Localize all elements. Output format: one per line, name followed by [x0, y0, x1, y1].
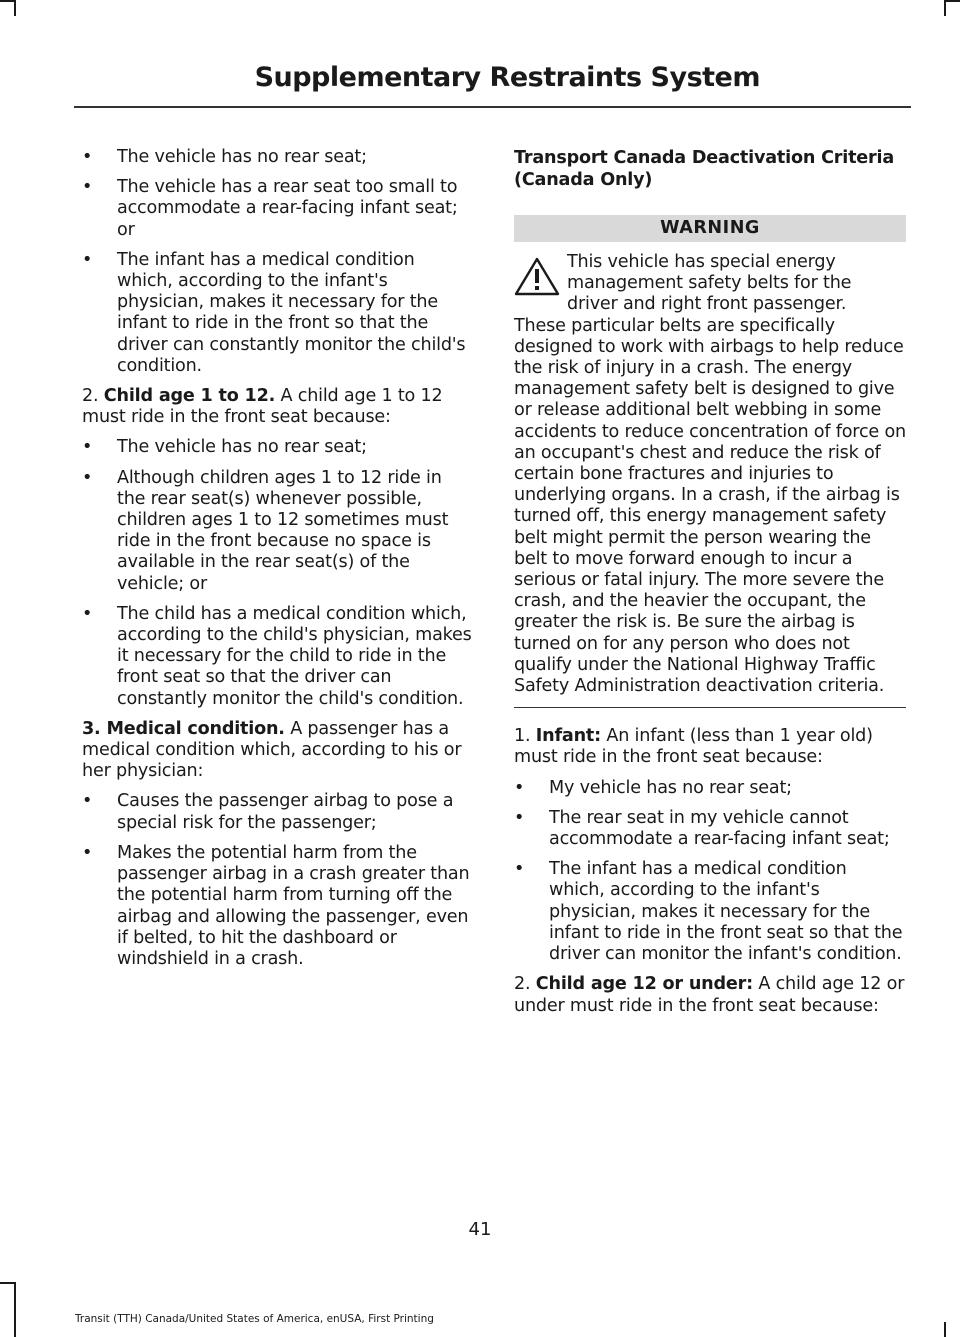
bullet-icon: •	[514, 777, 525, 798]
bullet-list	[514, 778, 906, 966]
bullet-icon: •	[82, 177, 93, 198]
item-medical-condition: 3. Medical condition. A passenger has a medical condition which, according to his or her physician:	[82, 718, 462, 782]
bullet-icon: •	[82, 791, 93, 812]
bullet-icon: •	[514, 807, 525, 828]
list-item: • Causes the passenger airbag to pose a special risk for the passenger;	[82, 791, 454, 833]
bullet-icon: •	[82, 842, 93, 863]
page-title: Supplementary Restraints System	[254, 62, 760, 93]
bullet-icon: •	[514, 859, 525, 880]
bullet-icon: •	[82, 603, 93, 624]
header-divider	[74, 106, 911, 108]
list-item: • Makes the potential harm from the passenger airbag in a crash greater than the potential harm from turning off the airbag and allowing the passenger, even if belted, to hit the dashboard or windshield in a crash.	[82, 842, 470, 969]
crop-mark	[0, 1282, 14, 1284]
list-item: • The rear seat in my vehicle cannot accommodate a rear-facing infant seat;	[514, 807, 890, 850]
crop-mark	[0, 0, 14, 2]
warning-text: This vehicle has special energy management safety belts for the driver and right front passenger. These particular belts are specifically designed to work with airbags to help reduce the risk of injury in a crash. The energy management safety belt is designed to give or release additional belt webbing in some accidents to reduce concentration of force on an occupant's chest and reduce the risk of certain bone fractures and injuries to underlying organs. In a crash, if the airbag is turned off, this energy management safety belt might permit the person wearing the belt to move forward enough to incur a serious or fatal injury. The more severe the crash, and the heavier the occupant, the greater the risk is. Be sure the airbag is turned on for any person who does not qualify under the National Highway Traffic Safety Administration deactivation criteria.	[514, 252, 906, 697]
section-heading: Transport Canada Deactivation Criteria (Canada Only)	[514, 148, 895, 190]
bullet-list	[82, 437, 475, 709]
bullet-list	[82, 791, 475, 970]
item-infant: 1. Infant: An infant (less than 1 year old) must ride in the front seat because:	[514, 726, 873, 768]
crop-mark	[944, 1322, 946, 1337]
warning-triangle-icon	[514, 256, 560, 296]
list-item: • The vehicle has a rear seat too small to accommodate a rear-facing infant seat; or	[82, 177, 458, 240]
left-column	[82, 147, 475, 979]
item-child-age-12-or-under: 2. Child age 12 or under: A child age 12 or under must ride in the front seat because:	[514, 974, 905, 1016]
list-item: • The child has a medical condition which, according to the child's physician, makes it necessary for the child to ride in the front seat so that the driver can constantly monitor the child's condition.	[82, 603, 472, 709]
crop-mark	[14, 1282, 16, 1337]
item-child-age-1-12: 2. Child age 1 to 12. A child age 1 to 12 must ride in the front seat because:	[82, 386, 443, 428]
list-item: • The vehicle has no rear seat;	[82, 147, 367, 167]
crop-mark	[946, 0, 960, 2]
list-item: • The vehicle has no rear seat;	[82, 437, 367, 458]
list-item: • Although children ages 1 to 12 ride in the rear seat(s) whenever possible, children ages 1 to 12 sometimes must ride in the front because no space is available in the rear seat(s) of the vehicle; or	[82, 467, 449, 594]
bullet-icon: •	[82, 437, 93, 458]
footer-text: Transit (TTH) Canada/United States of America, enUSA, First Printing	[75, 1313, 434, 1325]
bullet-icon: •	[82, 147, 93, 167]
bullet-icon: •	[82, 467, 93, 488]
list-item: • The infant has a medical condition which, according to the infant's physician, makes it necessary for the infant to ride in the front seat so that the driver can monitor the infant's condition.	[514, 859, 903, 965]
bullet-list	[82, 147, 475, 377]
warning-divider	[514, 707, 906, 708]
page-number: 41	[468, 1219, 492, 1240]
list-item: • The infant has a medical condition which, according to the infant's physician, makes it necessary for the infant to ride in the front so that the driver can constantly monitor the child's condition.	[82, 249, 466, 376]
list-item: • My vehicle has no rear seat;	[514, 777, 792, 798]
right-column	[514, 147, 906, 1026]
warning-box	[514, 252, 906, 697]
crop-mark	[14, 0, 16, 16]
bullet-icon: •	[82, 249, 93, 270]
crop-mark	[944, 0, 946, 16]
warning-label: WARNING	[514, 215, 906, 242]
